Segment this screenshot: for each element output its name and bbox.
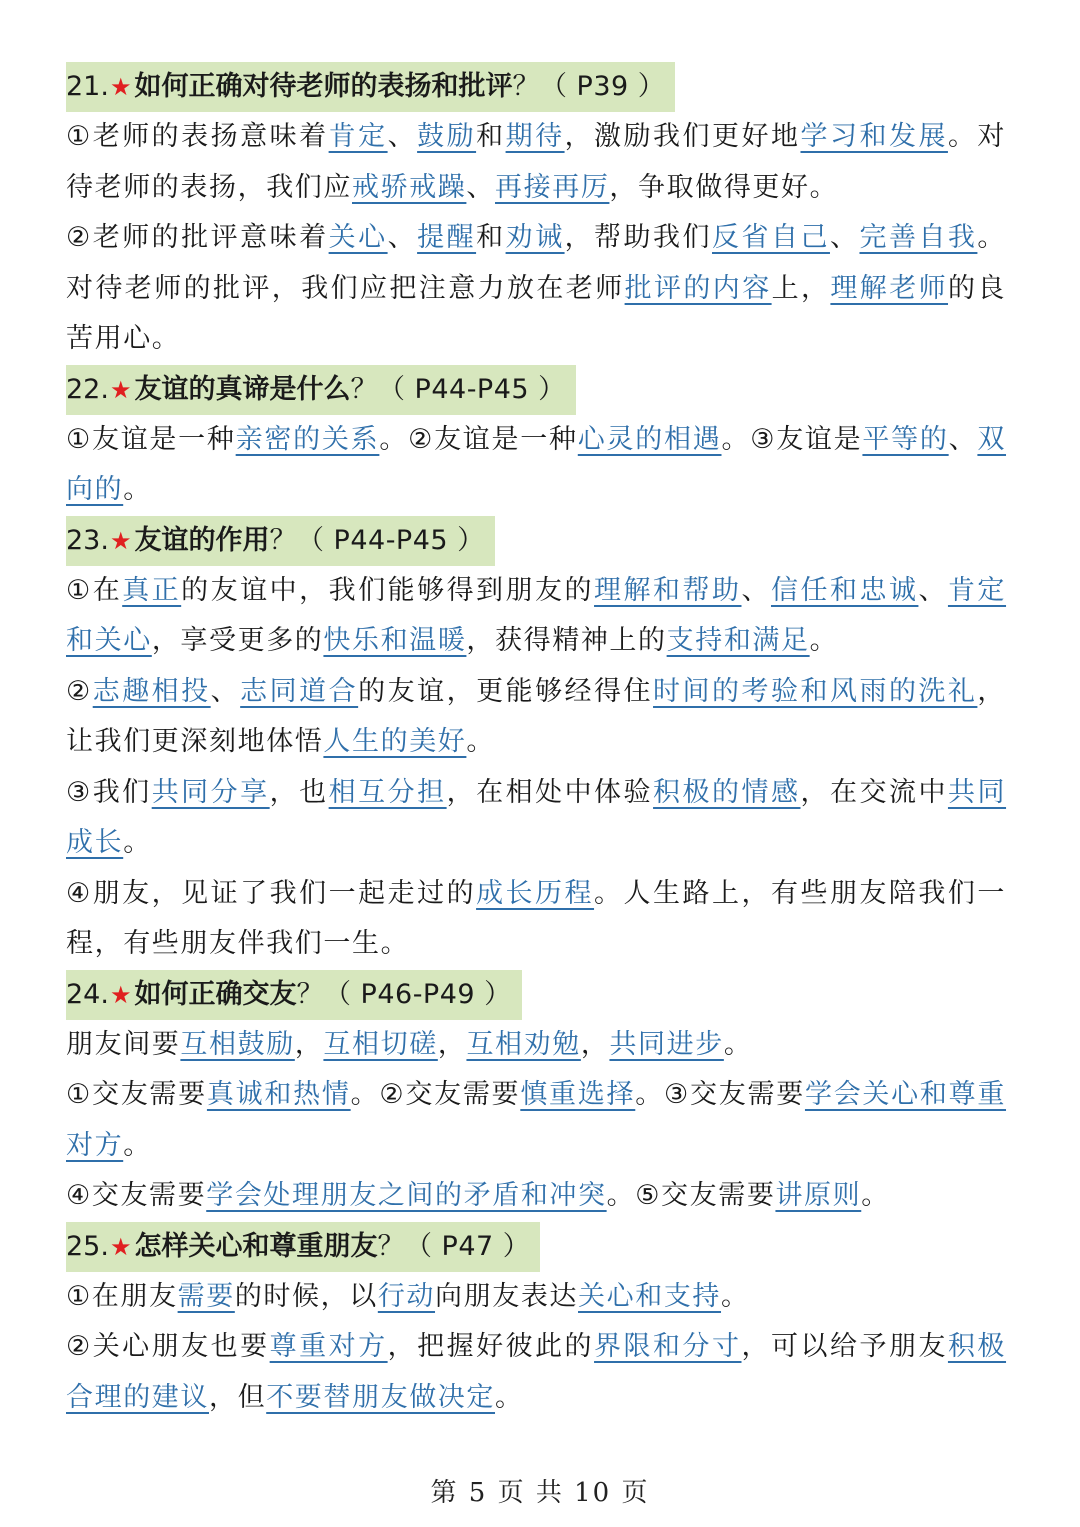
key-term: 互相鼓励 xyxy=(180,1028,295,1060)
key-term: 再接再厉 xyxy=(495,171,610,203)
page-reference: ？（ P39 ） xyxy=(512,71,666,102)
text-segment: 。③友谊是 xyxy=(721,423,863,455)
star-icon: ★ xyxy=(109,375,132,404)
text-segment: ，激励我们更好地 xyxy=(564,121,801,152)
question-heading xyxy=(66,365,576,415)
text-segment: ，可以给予朋友 xyxy=(741,1331,948,1362)
text-segment: 向朋友表达 xyxy=(435,1280,579,1312)
question-heading xyxy=(66,516,495,566)
key-term: 共同分享 xyxy=(151,776,270,808)
text-segment: 。 xyxy=(123,827,152,858)
text-segment: 。 xyxy=(466,726,496,757)
text-segment: 、 xyxy=(829,222,860,253)
text-segment: 。对待老师的表扬，我们应 xyxy=(66,121,1007,203)
key-term: 平等的 xyxy=(862,423,949,455)
text-segment: ，在相处中体验 xyxy=(446,776,654,808)
document-body xyxy=(66,62,1006,1423)
star-icon: ★ xyxy=(109,526,132,555)
text-segment: ， xyxy=(437,1028,467,1060)
key-term: 志同道合 xyxy=(240,675,359,707)
text-segment: 、 xyxy=(918,574,948,606)
key-term: 志趣相投 xyxy=(92,675,211,707)
question-number: 21. xyxy=(66,71,109,102)
text-segment: ①交友需要 xyxy=(66,1079,207,1110)
key-term: 支持和满足 xyxy=(666,625,810,656)
question-number: 24. xyxy=(66,978,109,1010)
key-term: 心灵的相遇 xyxy=(577,423,722,455)
question-heading xyxy=(66,970,522,1020)
key-term: 关心 xyxy=(328,222,388,253)
text-segment: ， xyxy=(294,1028,324,1060)
text-segment: 。②交友需要 xyxy=(350,1079,521,1110)
question-title: 怎样关心和尊重朋友 xyxy=(134,1230,378,1262)
text-segment: ④交友需要 xyxy=(66,1180,207,1211)
key-term: 信任和忠诚 xyxy=(770,574,919,606)
text-segment: 、 xyxy=(741,574,771,606)
text-segment: 和 xyxy=(476,121,506,152)
key-term: 需要 xyxy=(177,1280,235,1312)
question-section xyxy=(66,516,1006,970)
text-segment: 。 xyxy=(721,1280,750,1312)
text-segment: ，让我们更深刻地体悟 xyxy=(66,675,1007,757)
text-segment: ② xyxy=(66,675,93,707)
key-term: 相互分担 xyxy=(328,776,447,808)
answer-paragraph xyxy=(66,1322,1006,1423)
text-segment: 。人生路上，有些朋友陪我们一程，有些朋友伴我们一生。 xyxy=(66,877,1006,959)
key-term: 鼓励 xyxy=(417,121,477,152)
answer-paragraph xyxy=(66,1070,1006,1171)
text-segment: 、 xyxy=(210,675,241,707)
key-term: 人生的美好 xyxy=(323,726,467,757)
question-heading xyxy=(66,62,675,112)
text-segment: ，争取做得更好。 xyxy=(609,171,839,203)
text-segment: ，享受更多的 xyxy=(151,625,324,656)
question-heading xyxy=(66,1222,540,1272)
star-icon: ★ xyxy=(109,980,132,1009)
question-section xyxy=(66,970,1006,1222)
page-reference: ？（ P44-P45 ） xyxy=(269,524,485,556)
key-term: 快乐和温暖 xyxy=(323,625,467,656)
key-term: 真正 xyxy=(122,574,182,606)
text-segment: 。 xyxy=(723,1028,753,1060)
key-term: 尊重对方 xyxy=(269,1331,388,1362)
text-segment: 的友谊，更能够经得住 xyxy=(358,675,654,707)
text-segment: 。 xyxy=(123,1129,152,1161)
key-term: 共同进步 xyxy=(609,1028,724,1060)
key-term: 时间的考验和风雨的洗礼 xyxy=(653,675,978,707)
star-icon: ★ xyxy=(109,1232,132,1261)
text-segment: 。 xyxy=(495,1381,524,1413)
answer-paragraph xyxy=(66,1020,1006,1071)
answer-paragraph xyxy=(66,415,1006,516)
key-term: 亲密的关系 xyxy=(235,423,380,455)
text-segment: ④朋友，见证了我们一起走过的 xyxy=(66,877,477,909)
key-term: 行动 xyxy=(377,1280,436,1312)
text-segment: ， xyxy=(580,1028,610,1060)
key-term: 慎重选择 xyxy=(520,1079,636,1110)
text-segment: ①老师的表扬意味着 xyxy=(66,121,329,152)
key-term: 理解老师 xyxy=(830,272,949,304)
text-segment: 。 xyxy=(809,625,839,656)
key-term: 关心和支持 xyxy=(578,1280,722,1312)
answer-paragraph xyxy=(66,869,1006,970)
text-segment: 的时候，以 xyxy=(234,1280,378,1312)
answer-paragraph xyxy=(66,1171,1006,1222)
key-term: 理解和帮助 xyxy=(594,574,742,606)
key-term: 反省自己 xyxy=(712,222,830,253)
text-segment: 、 xyxy=(948,423,978,455)
question-number: 25. xyxy=(66,1230,109,1262)
text-segment: ②关心朋友也要 xyxy=(66,1331,270,1362)
text-segment: 朋友间要 xyxy=(66,1028,181,1060)
key-term: 戒骄戒躁 xyxy=(352,171,467,203)
star-icon: ★ xyxy=(109,73,132,101)
key-term: 期待 xyxy=(505,121,565,152)
key-term: 完善自我 xyxy=(859,222,978,253)
answer-paragraph xyxy=(66,213,1006,365)
key-term: 共同成长 xyxy=(66,776,1007,858)
text-segment: 。 xyxy=(123,474,152,505)
question-section xyxy=(66,1222,1006,1424)
text-segment: ①在 xyxy=(66,574,123,606)
text-segment: 。⑤交友需要 xyxy=(606,1180,776,1211)
key-term: 界限和分寸 xyxy=(594,1331,742,1362)
key-term: 不要替朋友做决定 xyxy=(266,1381,496,1413)
key-term: 讲原则 xyxy=(775,1180,862,1211)
question-title: 如何正确对待老师的表扬和批评 xyxy=(134,71,513,102)
key-term: 肯定 xyxy=(328,121,388,152)
key-term: 批评的内容 xyxy=(624,272,772,304)
answer-paragraph xyxy=(66,112,1006,213)
text-segment: 。 xyxy=(861,1180,890,1211)
answer-paragraph xyxy=(66,566,1006,667)
page-reference: ？（ P44-P45 ） xyxy=(350,373,566,405)
key-term: 提醒 xyxy=(417,222,477,253)
text-segment: 、 xyxy=(466,171,496,203)
question-title: 友谊的作用 xyxy=(134,524,270,556)
answer-paragraph xyxy=(66,1272,1006,1323)
question-title: 友谊的真谛是什么 xyxy=(134,373,351,405)
text-segment: ，帮助我们 xyxy=(564,222,713,253)
question-number: 22. xyxy=(66,373,109,405)
page-reference: ？（ P47 ） xyxy=(377,1230,531,1262)
key-term: 真诚和热情 xyxy=(206,1079,351,1110)
question-section xyxy=(66,365,1006,516)
text-segment: ①在朋友 xyxy=(66,1280,178,1312)
key-term: 学习和发展 xyxy=(800,121,948,152)
key-term: 积极合理的建议 xyxy=(66,1331,1007,1413)
text-segment: ，也 xyxy=(269,776,329,808)
text-segment: 。②友谊是一种 xyxy=(379,423,578,455)
question-section xyxy=(66,62,1006,365)
key-term: 互相劝勉 xyxy=(466,1028,581,1060)
text-segment: 。③交友需要 xyxy=(635,1079,805,1110)
text-segment: ③我们 xyxy=(66,776,152,808)
text-segment: 、 xyxy=(387,121,418,152)
text-segment: 的友谊中，我们能够得到朋友的 xyxy=(181,574,595,606)
key-term: 双向的 xyxy=(66,423,1007,505)
text-segment: 。对待老师的批评，我们应把注意力放在老师 xyxy=(66,222,1007,304)
page-reference: ？（ P46-P49 ） xyxy=(296,978,512,1010)
answer-paragraph xyxy=(66,768,1006,869)
text-segment: ②老师的批评意味着 xyxy=(66,222,329,253)
text-segment: ，获得精神上的 xyxy=(466,625,667,656)
text-segment: ，在交流中 xyxy=(800,776,948,808)
text-segment: 、 xyxy=(387,222,418,253)
question-title: 如何正确交友 xyxy=(134,978,297,1010)
key-term: 成长历程 xyxy=(476,877,595,909)
answer-paragraph xyxy=(66,667,1006,768)
text-segment: 和 xyxy=(476,222,506,253)
key-term: 学会关心和尊重对方 xyxy=(66,1079,1007,1161)
key-term: 肯定和关心 xyxy=(66,574,1007,656)
page-footer: 第 5 页 共 10 页 xyxy=(430,1478,650,1508)
text-segment: 的良苦用心。 xyxy=(66,272,1007,354)
key-term: 互相切磋 xyxy=(323,1028,438,1060)
text-segment: ，但 xyxy=(209,1381,267,1413)
key-term: 学会处理朋友之间的矛盾和冲突 xyxy=(206,1180,607,1211)
key-term: 劝诫 xyxy=(505,222,565,253)
key-term: 积极的情感 xyxy=(653,776,801,808)
text-segment: ，把握好彼此的 xyxy=(387,1331,595,1362)
text-segment: ①友谊是一种 xyxy=(66,423,236,455)
question-number: 23. xyxy=(66,524,109,556)
text-segment: 上， xyxy=(771,272,831,304)
